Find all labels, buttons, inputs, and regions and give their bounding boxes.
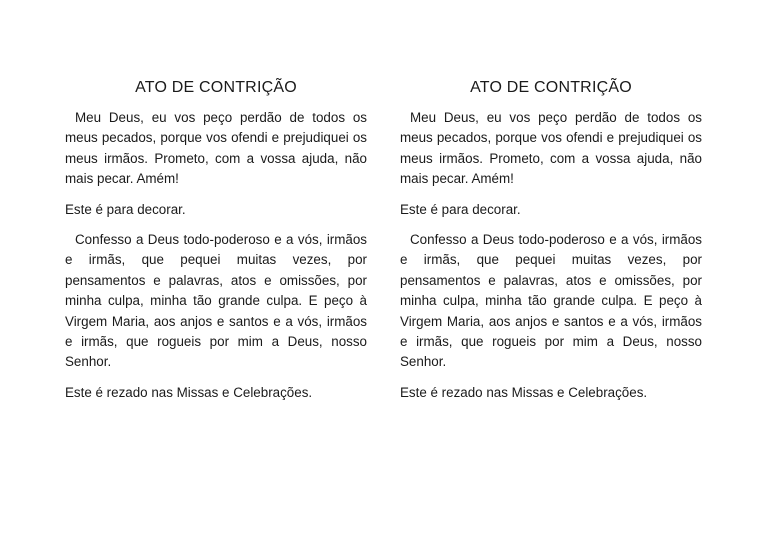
page-title: ATO DE CONTRIÇÃO xyxy=(470,79,632,96)
confession-paragraph: Confesso a Deus todo-poderoso e a vós, irmãos e irmãs, que pequei muitas vezes, por pensamentos e palavras, atos e omissões, por minha culpa, minha tão grande culpa. E peço à Virgem Maria, aos anjos e santos e a vós, irmãos e irmãs, que rogueis por mim a Deus, nosso Senhor. xyxy=(400,232,702,370)
note-paragraph: Este é rezado nas Missas e Celebrações. xyxy=(65,384,313,400)
note-paragraph: Este é para decorar. xyxy=(400,201,521,217)
left-column xyxy=(65,78,367,413)
page-title: ATO DE CONTRIÇÃO xyxy=(135,79,297,96)
note-paragraph: Este é para decorar. xyxy=(65,201,186,217)
right-column xyxy=(400,78,702,413)
note-paragraph: Este é rezado nas Missas e Celebrações. xyxy=(400,384,648,400)
prayer-paragraph: Meu Deus, eu vos peço perdão de todos os meus pecados, porque vos ofendi e prejudiquei os meus irmãos. Prometo, com a vossa ajuda, não mais pecar. Amém! xyxy=(65,110,367,187)
prayer-paragraph: Meu Deus, eu vos peço perdão de todos os meus pecados, porque vos ofendi e prejudiquei os meus irmãos. Prometo, com a vossa ajuda, não mais pecar. Amém! xyxy=(400,110,702,187)
confession-paragraph: Confesso a Deus todo-poderoso e a vós, irmãos e irmãs, que pequei muitas vezes, por pensamentos e palavras, atos e omissões, por minha culpa, minha tão grande culpa. E peço à Virgem Maria, aos anjos e santos e a vós, irmãos e irmãs, que rogueis por mim a Deus, nosso Senhor. xyxy=(65,232,367,370)
